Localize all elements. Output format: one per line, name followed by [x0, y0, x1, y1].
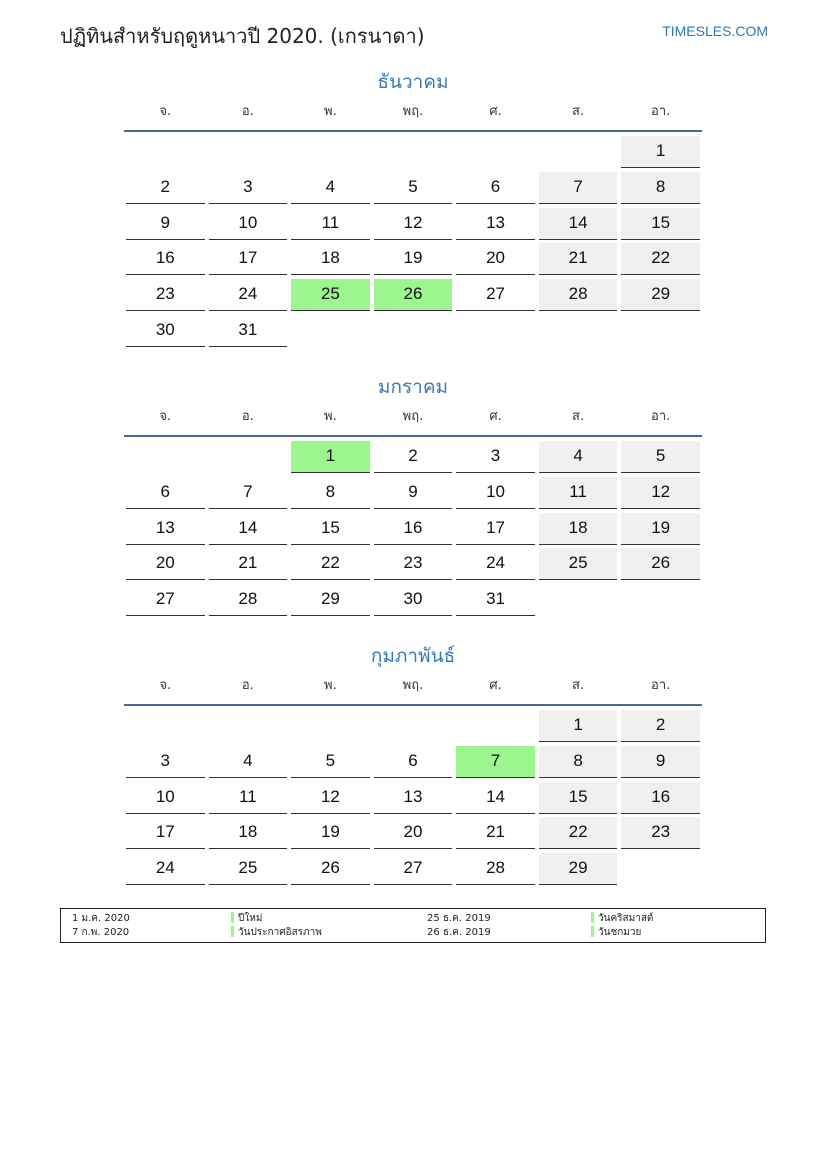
holiday-color-swatch	[591, 912, 594, 923]
day-cell: 13	[456, 208, 535, 240]
day-cell: 5	[374, 172, 453, 204]
weekday-label: อ.	[241, 677, 254, 693]
weekday-label: ส.	[572, 677, 585, 693]
day-cell: 17	[209, 243, 288, 275]
day-cell: 1	[539, 710, 618, 742]
month-december	[124, 66, 702, 351]
weekday-label: พฤ.	[402, 103, 424, 119]
day-cell: 21	[539, 243, 618, 275]
header-divider	[124, 130, 702, 132]
day-cell: 4	[209, 746, 288, 778]
holiday-day-cell: 1	[291, 441, 370, 473]
weekday-label: ศ.	[489, 103, 502, 119]
day-cell: 12	[291, 782, 370, 814]
weekday-label: จ.	[159, 103, 172, 119]
legend-holiday	[591, 912, 653, 925]
day-cell: 15	[539, 782, 618, 814]
weekday-header	[124, 672, 702, 696]
day-cell: 23	[621, 817, 700, 849]
day-cell: 8	[291, 477, 370, 509]
day-cell: 5	[621, 441, 700, 473]
day-cell: 2	[126, 172, 205, 204]
day-cell: 11	[291, 208, 370, 240]
day-cell: 8	[621, 172, 700, 204]
day-cell: 6	[126, 477, 205, 509]
day-cell: 2	[374, 441, 453, 473]
day-cell: 20	[126, 548, 205, 580]
holiday-color-swatch	[231, 926, 234, 937]
weekday-label: จ.	[159, 408, 172, 424]
day-cell: 22	[539, 817, 618, 849]
day-cell: 12	[374, 208, 453, 240]
day-cell: 17	[126, 817, 205, 849]
month-title: ธันวาคม	[377, 71, 449, 93]
legend-holiday-name: วันคริสมาสต์	[598, 913, 654, 924]
header-divider	[124, 435, 702, 437]
day-cell: 19	[291, 817, 370, 849]
day-cell: 27	[456, 279, 535, 311]
day-cell: 9	[126, 208, 205, 240]
weekday-label: อ.	[241, 103, 254, 119]
legend-row	[61, 926, 765, 939]
empty-day-cell	[456, 136, 535, 168]
day-cell: 8	[539, 746, 618, 778]
page-title: ปฏิทินสำหรับฤดูหนาวปี 2020. (เกรนาดา)	[60, 24, 425, 48]
legend-holiday	[231, 926, 322, 939]
day-grid	[124, 710, 702, 889]
day-cell: 4	[291, 172, 370, 204]
weekday-label: อา.	[651, 103, 671, 119]
day-cell: 13	[126, 513, 205, 545]
day-cell: 7	[209, 477, 288, 509]
day-cell: 28	[539, 279, 618, 311]
day-cell: 3	[209, 172, 288, 204]
day-cell: 31	[456, 584, 535, 616]
legend-date: 26 ธ.ค. 2019	[427, 927, 491, 938]
empty-day-cell	[126, 710, 205, 742]
day-cell: 7	[539, 172, 618, 204]
day-cell: 15	[621, 208, 700, 240]
legend-holiday	[591, 926, 641, 939]
holiday-day-cell: 26	[374, 279, 453, 311]
day-cell: 31	[209, 315, 288, 347]
day-cell: 23	[126, 279, 205, 311]
holiday-day-cell: 25	[291, 279, 370, 311]
month-february	[124, 640, 702, 889]
day-cell: 22	[621, 243, 700, 275]
weekday-label: ศ.	[489, 677, 502, 693]
day-cell: 9	[374, 477, 453, 509]
day-cell: 4	[539, 441, 618, 473]
day-cell: 10	[126, 782, 205, 814]
weekday-label: พ.	[324, 103, 337, 119]
legend-row	[61, 912, 765, 925]
day-cell: 28	[456, 853, 535, 885]
legend-date: 25 ธ.ค. 2019	[427, 913, 491, 924]
weekday-label: อา.	[651, 677, 671, 693]
day-cell: 6	[456, 172, 535, 204]
day-cell: 18	[539, 513, 618, 545]
day-cell: 28	[209, 584, 288, 616]
site-link[interactable]: TIMESLES.COM	[662, 23, 768, 39]
day-cell: 21	[209, 548, 288, 580]
day-cell: 12	[621, 477, 700, 509]
day-cell: 10	[209, 208, 288, 240]
weekday-label: พ.	[324, 408, 337, 424]
day-cell: 11	[539, 477, 618, 509]
day-cell: 23	[374, 548, 453, 580]
header-divider	[124, 704, 702, 706]
day-cell: 19	[374, 243, 453, 275]
day-cell: 30	[126, 315, 205, 347]
day-cell: 16	[126, 243, 205, 275]
day-cell: 29	[539, 853, 618, 885]
month-title: กุมภาพันธ์	[370, 645, 456, 667]
day-cell: 24	[456, 548, 535, 580]
day-cell: 21	[456, 817, 535, 849]
day-cell: 29	[291, 584, 370, 616]
day-cell: 5	[291, 746, 370, 778]
day-cell: 27	[374, 853, 453, 885]
day-cell: 6	[374, 746, 453, 778]
empty-day-cell	[291, 710, 370, 742]
day-cell: 20	[374, 817, 453, 849]
empty-day-cell	[209, 441, 288, 473]
day-cell: 18	[291, 243, 370, 275]
weekday-label: อา.	[651, 408, 671, 424]
day-cell: 16	[374, 513, 453, 545]
empty-day-cell	[209, 710, 288, 742]
day-cell: 1	[621, 136, 700, 168]
day-cell: 19	[621, 513, 700, 545]
empty-day-cell	[209, 136, 288, 168]
weekday-header	[124, 98, 702, 122]
legend-holiday-name: วันชกมวย	[598, 927, 642, 938]
day-cell: 24	[126, 853, 205, 885]
empty-day-cell	[456, 710, 535, 742]
holiday-color-swatch	[591, 926, 594, 937]
day-cell: 18	[209, 817, 288, 849]
day-cell: 13	[374, 782, 453, 814]
day-cell: 26	[621, 548, 700, 580]
day-cell: 2	[621, 710, 700, 742]
day-cell: 11	[209, 782, 288, 814]
weekday-label: พ.	[324, 677, 337, 693]
weekday-label: ส.	[572, 103, 585, 119]
weekday-header	[124, 403, 702, 427]
empty-day-cell	[539, 136, 618, 168]
day-cell: 29	[621, 279, 700, 311]
month-title: มกราคม	[377, 376, 449, 398]
weekday-label: พฤ.	[402, 677, 424, 693]
day-cell: 20	[456, 243, 535, 275]
day-cell: 14	[209, 513, 288, 545]
day-cell: 3	[456, 441, 535, 473]
day-cell: 16	[621, 782, 700, 814]
empty-day-cell	[374, 136, 453, 168]
day-cell: 10	[456, 477, 535, 509]
day-cell: 25	[539, 548, 618, 580]
day-cell: 3	[126, 746, 205, 778]
weekday-label: อ.	[241, 408, 254, 424]
day-cell: 26	[291, 853, 370, 885]
day-cell: 17	[456, 513, 535, 545]
empty-day-cell	[126, 136, 205, 168]
legend-date: 7 ก.พ. 2020	[72, 927, 130, 938]
weekday-label: พฤ.	[402, 408, 424, 424]
legend-holiday-name: วันประกาศอิสรภาพ	[238, 927, 322, 938]
day-grid	[124, 136, 702, 351]
day-cell: 14	[539, 208, 618, 240]
empty-day-cell	[126, 441, 205, 473]
legend-holiday-name: ปีใหม่	[238, 913, 263, 924]
weekday-label: ส.	[572, 408, 585, 424]
weekday-label: ศ.	[489, 408, 502, 424]
day-cell: 9	[621, 746, 700, 778]
empty-day-cell	[291, 136, 370, 168]
day-cell: 30	[374, 584, 453, 616]
holiday-color-swatch	[231, 912, 234, 923]
weekday-label: จ.	[159, 677, 172, 693]
day-cell: 14	[456, 782, 535, 814]
day-cell: 22	[291, 548, 370, 580]
day-cell: 25	[209, 853, 288, 885]
day-cell: 24	[209, 279, 288, 311]
holiday-legend	[60, 908, 766, 943]
empty-day-cell	[374, 710, 453, 742]
day-cell: 15	[291, 513, 370, 545]
legend-date: 1 ม.ค. 2020	[72, 913, 130, 924]
month-january	[124, 371, 702, 620]
day-cell: 27	[126, 584, 205, 616]
day-grid	[124, 441, 702, 620]
holiday-day-cell: 7	[456, 746, 535, 778]
legend-holiday	[231, 912, 262, 925]
